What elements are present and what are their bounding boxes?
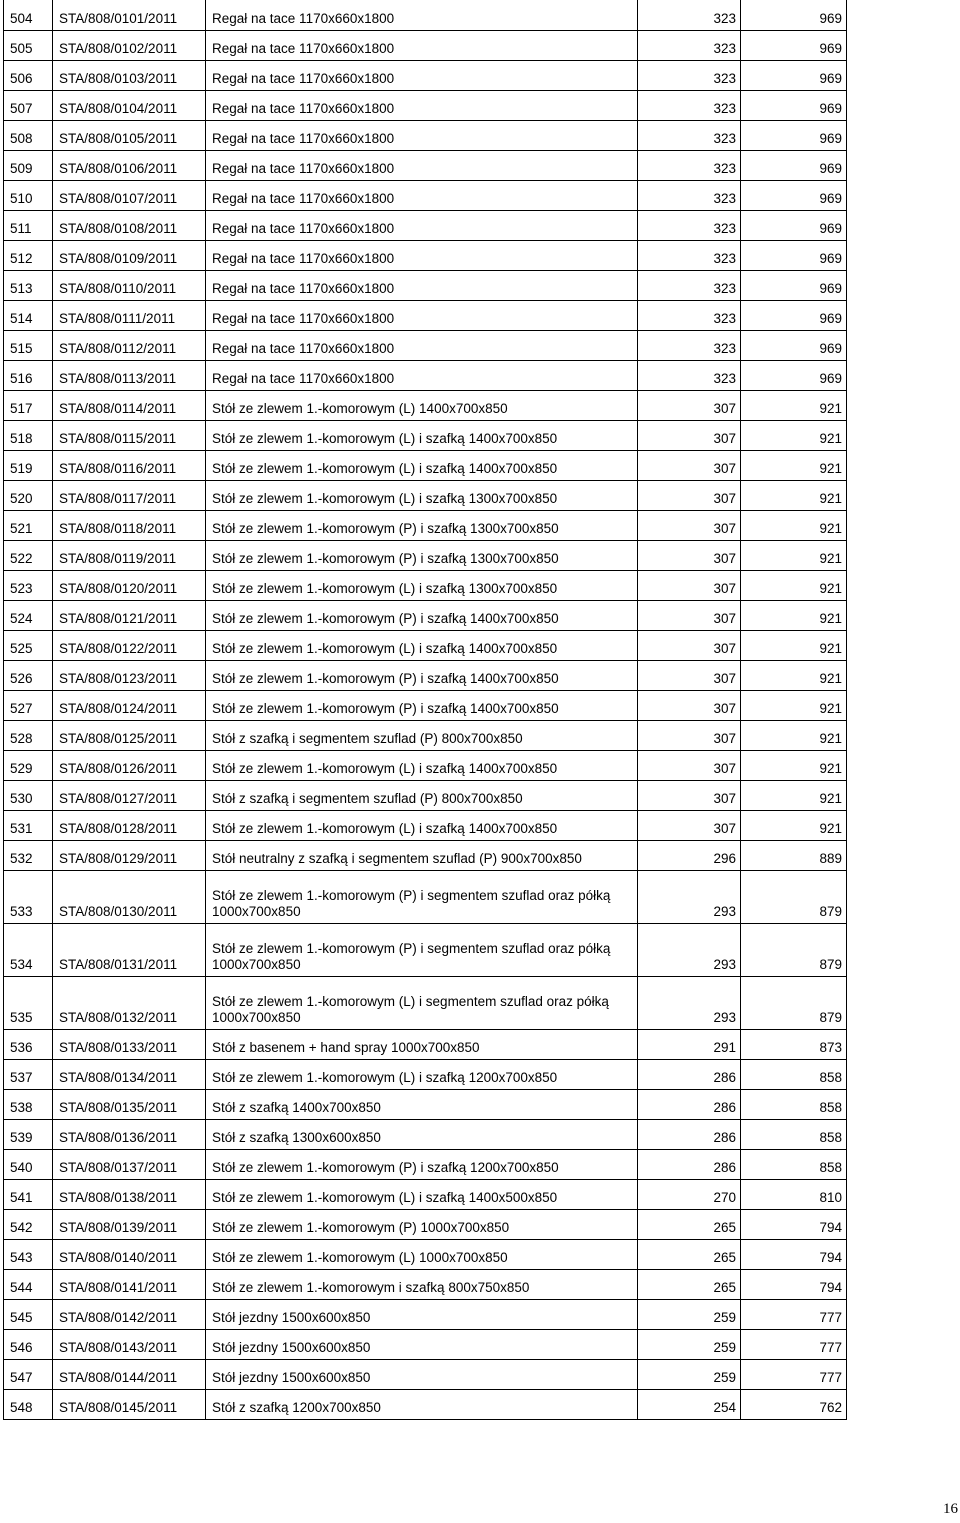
item-description: Stół ze zlewem 1.-komorowym (L) i szafką 1400x700x850 <box>206 630 638 660</box>
inventory-code: STA/808/0126/2011 <box>53 750 206 780</box>
inventory-code: STA/808/0131/2011 <box>53 923 206 976</box>
inventory-code: STA/808/0130/2011 <box>53 870 206 923</box>
item-description: Regał na tace 1170x660x1800 <box>206 30 638 60</box>
value-b: 969 <box>741 0 847 30</box>
table-row <box>4 840 847 870</box>
row-number: 511 <box>4 210 53 240</box>
value-b: 777 <box>741 1359 847 1389</box>
inventory-code: STA/808/0122/2011 <box>53 630 206 660</box>
value-b: 969 <box>741 270 847 300</box>
item-description: Stół ze zlewem 1.-komorowym (L) i szafką 1400x700x850 <box>206 420 638 450</box>
table-row <box>4 923 847 976</box>
value-b: 794 <box>741 1209 847 1239</box>
item-description: Stół z szafką i segmentem szuflad (P) 800x700x850 <box>206 720 638 750</box>
value-b: 777 <box>741 1299 847 1329</box>
row-number: 524 <box>4 600 53 630</box>
value-a: 323 <box>638 150 741 180</box>
value-b: 921 <box>741 510 847 540</box>
table-row <box>4 60 847 90</box>
row-number: 513 <box>4 270 53 300</box>
value-a: 259 <box>638 1329 741 1359</box>
table-row <box>4 720 847 750</box>
row-number: 542 <box>4 1209 53 1239</box>
table-row <box>4 510 847 540</box>
value-a: 265 <box>638 1209 741 1239</box>
inventory-table-body <box>4 0 847 1419</box>
value-b: 921 <box>741 630 847 660</box>
table-row <box>4 810 847 840</box>
item-description: Stół jezdny 1500x600x850 <box>206 1359 638 1389</box>
value-b: 873 <box>741 1029 847 1059</box>
row-number: 528 <box>4 720 53 750</box>
value-a: 307 <box>638 750 741 780</box>
row-number: 525 <box>4 630 53 660</box>
table-row <box>4 600 847 630</box>
value-b: 889 <box>741 840 847 870</box>
item-description: Stół z szafką i segmentem szuflad (P) 800x700x850 <box>206 780 638 810</box>
value-a: 293 <box>638 923 741 976</box>
item-description: Stół z szafką 1400x700x850 <box>206 1089 638 1119</box>
value-a: 323 <box>638 90 741 120</box>
row-number: 548 <box>4 1389 53 1419</box>
item-description: Stół z szafką 1300x600x850 <box>206 1119 638 1149</box>
item-description: Stół ze zlewem 1.-komorowym (P) i szafką 1400x700x850 <box>206 690 638 720</box>
value-a: 265 <box>638 1239 741 1269</box>
value-a: 323 <box>638 240 741 270</box>
table-row <box>4 1179 847 1209</box>
value-a: 270 <box>638 1179 741 1209</box>
inventory-code: STA/808/0104/2011 <box>53 90 206 120</box>
value-a: 323 <box>638 300 741 330</box>
item-description: Regał na tace 1170x660x1800 <box>206 270 638 300</box>
inventory-code: STA/808/0102/2011 <box>53 30 206 60</box>
row-number: 515 <box>4 330 53 360</box>
row-number: 526 <box>4 660 53 690</box>
value-b: 969 <box>741 300 847 330</box>
row-number: 536 <box>4 1029 53 1059</box>
value-b: 969 <box>741 360 847 390</box>
table-row <box>4 570 847 600</box>
row-number: 539 <box>4 1119 53 1149</box>
table-row <box>4 240 847 270</box>
table-row <box>4 210 847 240</box>
row-number: 538 <box>4 1089 53 1119</box>
table-row <box>4 630 847 660</box>
inventory-code: STA/808/0128/2011 <box>53 810 206 840</box>
row-number: 545 <box>4 1299 53 1329</box>
value-b: 921 <box>741 750 847 780</box>
table-row <box>4 976 847 1029</box>
table-row <box>4 390 847 420</box>
value-b: 921 <box>741 810 847 840</box>
inventory-code: STA/808/0114/2011 <box>53 390 206 420</box>
table-row <box>4 540 847 570</box>
item-description: Stół neutralny z szafką i segmentem szuflad (P) 900x700x850 <box>206 840 638 870</box>
table-row <box>4 1329 847 1359</box>
row-number: 512 <box>4 240 53 270</box>
item-description: Stół jezdny 1500x600x850 <box>206 1299 638 1329</box>
row-number: 514 <box>4 300 53 330</box>
inventory-code: STA/808/0129/2011 <box>53 840 206 870</box>
table-row <box>4 150 847 180</box>
inventory-code: STA/808/0116/2011 <box>53 450 206 480</box>
inventory-code: STA/808/0121/2011 <box>53 600 206 630</box>
inventory-table <box>3 0 847 1420</box>
row-number: 510 <box>4 180 53 210</box>
table-row <box>4 1299 847 1329</box>
item-description: Stół ze zlewem 1.-komorowym (L) i szafką 1400x700x850 <box>206 810 638 840</box>
value-a: 323 <box>638 60 741 90</box>
row-number: 509 <box>4 150 53 180</box>
item-description: Stół ze zlewem 1.-komorowym (L) i szafką 1400x700x850 <box>206 450 638 480</box>
item-description: Stół ze zlewem 1.-komorowym (L) i szafką 1300x700x850 <box>206 480 638 510</box>
inventory-code: STA/808/0138/2011 <box>53 1179 206 1209</box>
row-number: 546 <box>4 1329 53 1359</box>
item-description: Regał na tace 1170x660x1800 <box>206 60 638 90</box>
row-number: 532 <box>4 840 53 870</box>
value-b: 969 <box>741 210 847 240</box>
value-b: 969 <box>741 90 847 120</box>
table-row <box>4 1119 847 1149</box>
item-description: Stół ze zlewem 1.-komorowym (P) i segmentem szuflad oraz półką 1000x700x850 <box>206 923 638 976</box>
inventory-code: STA/808/0140/2011 <box>53 1239 206 1269</box>
row-number: 541 <box>4 1179 53 1209</box>
value-b: 921 <box>741 690 847 720</box>
value-a: 323 <box>638 0 741 30</box>
table-row <box>4 360 847 390</box>
value-a: 259 <box>638 1359 741 1389</box>
item-description: Stół ze zlewem 1.-komorowym (L) 1000x700x850 <box>206 1239 638 1269</box>
item-description: Regał na tace 1170x660x1800 <box>206 240 638 270</box>
value-b: 969 <box>741 60 847 90</box>
row-number: 507 <box>4 90 53 120</box>
value-b: 879 <box>741 976 847 1029</box>
inventory-code: STA/808/0117/2011 <box>53 480 206 510</box>
value-a: 259 <box>638 1299 741 1329</box>
value-b: 921 <box>741 570 847 600</box>
table-row <box>4 450 847 480</box>
value-b: 921 <box>741 420 847 450</box>
row-number: 520 <box>4 480 53 510</box>
table-row <box>4 1209 847 1239</box>
row-number: 516 <box>4 360 53 390</box>
value-a: 323 <box>638 330 741 360</box>
inventory-code: STA/808/0115/2011 <box>53 420 206 450</box>
value-a: 307 <box>638 660 741 690</box>
table-row <box>4 870 847 923</box>
value-a: 307 <box>638 390 741 420</box>
value-b: 921 <box>741 480 847 510</box>
inventory-code: STA/808/0135/2011 <box>53 1089 206 1119</box>
item-description: Stół jezdny 1500x600x850 <box>206 1329 638 1359</box>
value-a: 307 <box>638 450 741 480</box>
table-row <box>4 1269 847 1299</box>
value-b: 921 <box>741 450 847 480</box>
inventory-code: STA/808/0123/2011 <box>53 660 206 690</box>
row-number: 517 <box>4 390 53 420</box>
inventory-code: STA/808/0111/2011 <box>53 300 206 330</box>
inventory-code: STA/808/0139/2011 <box>53 1209 206 1239</box>
item-description: Stół ze zlewem 1.-komorowym (P) i szafką 1300x700x850 <box>206 510 638 540</box>
inventory-code: STA/808/0142/2011 <box>53 1299 206 1329</box>
value-b: 858 <box>741 1089 847 1119</box>
row-number: 540 <box>4 1149 53 1179</box>
inventory-code: STA/808/0105/2011 <box>53 120 206 150</box>
table-row <box>4 1239 847 1269</box>
inventory-code: STA/808/0113/2011 <box>53 360 206 390</box>
value-a: 286 <box>638 1089 741 1119</box>
value-a: 286 <box>638 1149 741 1179</box>
table-row <box>4 330 847 360</box>
table-row <box>4 90 847 120</box>
inventory-code: STA/808/0109/2011 <box>53 240 206 270</box>
inventory-code: STA/808/0143/2011 <box>53 1329 206 1359</box>
inventory-code: STA/808/0110/2011 <box>53 270 206 300</box>
item-description: Stół ze zlewem 1.-komorowym i szafką 800x750x850 <box>206 1269 638 1299</box>
table-row <box>4 1059 847 1089</box>
row-number: 533 <box>4 870 53 923</box>
row-number: 547 <box>4 1359 53 1389</box>
row-number: 529 <box>4 750 53 780</box>
item-description: Regał na tace 1170x660x1800 <box>206 360 638 390</box>
value-a: 323 <box>638 360 741 390</box>
value-b: 921 <box>741 660 847 690</box>
item-description: Regał na tace 1170x660x1800 <box>206 150 638 180</box>
value-a: 307 <box>638 510 741 540</box>
inventory-code: STA/808/0144/2011 <box>53 1359 206 1389</box>
item-description: Regał na tace 1170x660x1800 <box>206 210 638 240</box>
value-b: 969 <box>741 240 847 270</box>
value-b: 921 <box>741 780 847 810</box>
row-number: 522 <box>4 540 53 570</box>
value-a: 307 <box>638 420 741 450</box>
row-number: 530 <box>4 780 53 810</box>
item-description: Regał na tace 1170x660x1800 <box>206 0 638 30</box>
row-number: 544 <box>4 1269 53 1299</box>
value-b: 969 <box>741 150 847 180</box>
table-row <box>4 1089 847 1119</box>
table-row <box>4 480 847 510</box>
value-b: 969 <box>741 180 847 210</box>
row-number: 508 <box>4 120 53 150</box>
value-a: 254 <box>638 1389 741 1419</box>
value-a: 307 <box>638 690 741 720</box>
value-b: 858 <box>741 1149 847 1179</box>
table-row <box>4 270 847 300</box>
value-b: 879 <box>741 870 847 923</box>
inventory-code: STA/808/0141/2011 <box>53 1269 206 1299</box>
inventory-code: STA/808/0134/2011 <box>53 1059 206 1089</box>
table-row <box>4 120 847 150</box>
inventory-code: STA/808/0120/2011 <box>53 570 206 600</box>
value-b: 969 <box>741 120 847 150</box>
value-b: 777 <box>741 1329 847 1359</box>
inventory-code: STA/808/0136/2011 <box>53 1119 206 1149</box>
item-description: Stół ze zlewem 1.-komorowym (P) i szafką 1400x700x850 <box>206 660 638 690</box>
row-number: 519 <box>4 450 53 480</box>
value-a: 307 <box>638 600 741 630</box>
inventory-code: STA/808/0118/2011 <box>53 510 206 540</box>
item-description: Stół ze zlewem 1.-komorowym (L) i szafką 1200x700x850 <box>206 1059 638 1089</box>
value-a: 286 <box>638 1059 741 1089</box>
inventory-code: STA/808/0119/2011 <box>53 540 206 570</box>
row-number: 506 <box>4 60 53 90</box>
table-row <box>4 0 847 30</box>
inventory-code: STA/808/0106/2011 <box>53 150 206 180</box>
value-b: 921 <box>741 720 847 750</box>
value-b: 879 <box>741 923 847 976</box>
value-a: 293 <box>638 870 741 923</box>
value-b: 858 <box>741 1059 847 1089</box>
item-description: Stół ze zlewem 1.-komorowym (L) i szafką 1400x700x850 <box>206 750 638 780</box>
item-description: Stół ze zlewem 1.-komorowym (P) 1000x700x850 <box>206 1209 638 1239</box>
value-b: 969 <box>741 330 847 360</box>
table-row <box>4 300 847 330</box>
item-description: Stół ze zlewem 1.-komorowym (L) i szafką 1300x700x850 <box>206 570 638 600</box>
table-row <box>4 750 847 780</box>
row-number: 527 <box>4 690 53 720</box>
value-b: 794 <box>741 1239 847 1269</box>
table-row <box>4 780 847 810</box>
item-description: Stół ze zlewem 1.-komorowym (L) i segmentem szuflad oraz półką 1000x700x850 <box>206 976 638 1029</box>
inventory-code: STA/808/0125/2011 <box>53 720 206 750</box>
value-a: 307 <box>638 720 741 750</box>
value-a: 296 <box>638 840 741 870</box>
table-row <box>4 660 847 690</box>
table-row <box>4 30 847 60</box>
value-b: 921 <box>741 600 847 630</box>
row-number: 523 <box>4 570 53 600</box>
value-b: 794 <box>741 1269 847 1299</box>
page-number: 16 <box>943 1501 958 1517</box>
item-description: Regał na tace 1170x660x1800 <box>206 120 638 150</box>
value-b: 921 <box>741 390 847 420</box>
value-a: 291 <box>638 1029 741 1059</box>
value-b: 810 <box>741 1179 847 1209</box>
table-row <box>4 1359 847 1389</box>
item-description: Stół z szafką 1200x700x850 <box>206 1389 638 1419</box>
item-description: Regał na tace 1170x660x1800 <box>206 90 638 120</box>
item-description: Stół z basenem + hand spray 1000x700x850 <box>206 1029 638 1059</box>
inventory-code: STA/808/0124/2011 <box>53 690 206 720</box>
row-number: 521 <box>4 510 53 540</box>
inventory-code: STA/808/0133/2011 <box>53 1029 206 1059</box>
value-a: 323 <box>638 210 741 240</box>
item-description: Stół ze zlewem 1.-komorowym (P) i szafką 1300x700x850 <box>206 540 638 570</box>
item-description: Stół ze zlewem 1.-komorowym (P) i segmentem szuflad oraz półką 1000x700x850 <box>206 870 638 923</box>
value-a: 323 <box>638 180 741 210</box>
value-b: 969 <box>741 30 847 60</box>
inventory-code: STA/808/0108/2011 <box>53 210 206 240</box>
value-a: 307 <box>638 540 741 570</box>
value-b: 921 <box>741 540 847 570</box>
table-row <box>4 1389 847 1419</box>
value-a: 323 <box>638 120 741 150</box>
table-row <box>4 690 847 720</box>
row-number: 534 <box>4 923 53 976</box>
inventory-code: STA/808/0127/2011 <box>53 780 206 810</box>
value-a: 323 <box>638 270 741 300</box>
row-number: 518 <box>4 420 53 450</box>
value-a: 265 <box>638 1269 741 1299</box>
table-row <box>4 420 847 450</box>
inventory-code: STA/808/0101/2011 <box>53 0 206 30</box>
table-row <box>4 1029 847 1059</box>
row-number: 504 <box>4 0 53 30</box>
inventory-code: STA/808/0107/2011 <box>53 180 206 210</box>
row-number: 505 <box>4 30 53 60</box>
item-description: Regał na tace 1170x660x1800 <box>206 330 638 360</box>
row-number: 543 <box>4 1239 53 1269</box>
value-b: 858 <box>741 1119 847 1149</box>
item-description: Regał na tace 1170x660x1800 <box>206 180 638 210</box>
row-number: 535 <box>4 976 53 1029</box>
table-row <box>4 180 847 210</box>
inventory-code: STA/808/0103/2011 <box>53 60 206 90</box>
item-description: Stół ze zlewem 1.-komorowym (L) i szafką 1400x500x850 <box>206 1179 638 1209</box>
value-a: 323 <box>638 30 741 60</box>
value-a: 307 <box>638 810 741 840</box>
inventory-code: STA/808/0137/2011 <box>53 1149 206 1179</box>
row-number: 537 <box>4 1059 53 1089</box>
inventory-code: STA/808/0145/2011 <box>53 1389 206 1419</box>
value-a: 307 <box>638 480 741 510</box>
inventory-code: STA/808/0132/2011 <box>53 976 206 1029</box>
table-row <box>4 1149 847 1179</box>
item-description: Stół ze zlewem 1.-komorowym (L) 1400x700x850 <box>206 390 638 420</box>
value-a: 286 <box>638 1119 741 1149</box>
row-number: 531 <box>4 810 53 840</box>
inventory-code: STA/808/0112/2011 <box>53 330 206 360</box>
item-description: Regał na tace 1170x660x1800 <box>206 300 638 330</box>
value-a: 293 <box>638 976 741 1029</box>
value-a: 307 <box>638 780 741 810</box>
value-b: 762 <box>741 1389 847 1419</box>
item-description: Stół ze zlewem 1.-komorowym (P) i szafką 1200x700x850 <box>206 1149 638 1179</box>
value-a: 307 <box>638 630 741 660</box>
item-description: Stół ze zlewem 1.-komorowym (P) i szafką 1400x700x850 <box>206 600 638 630</box>
value-a: 307 <box>638 570 741 600</box>
